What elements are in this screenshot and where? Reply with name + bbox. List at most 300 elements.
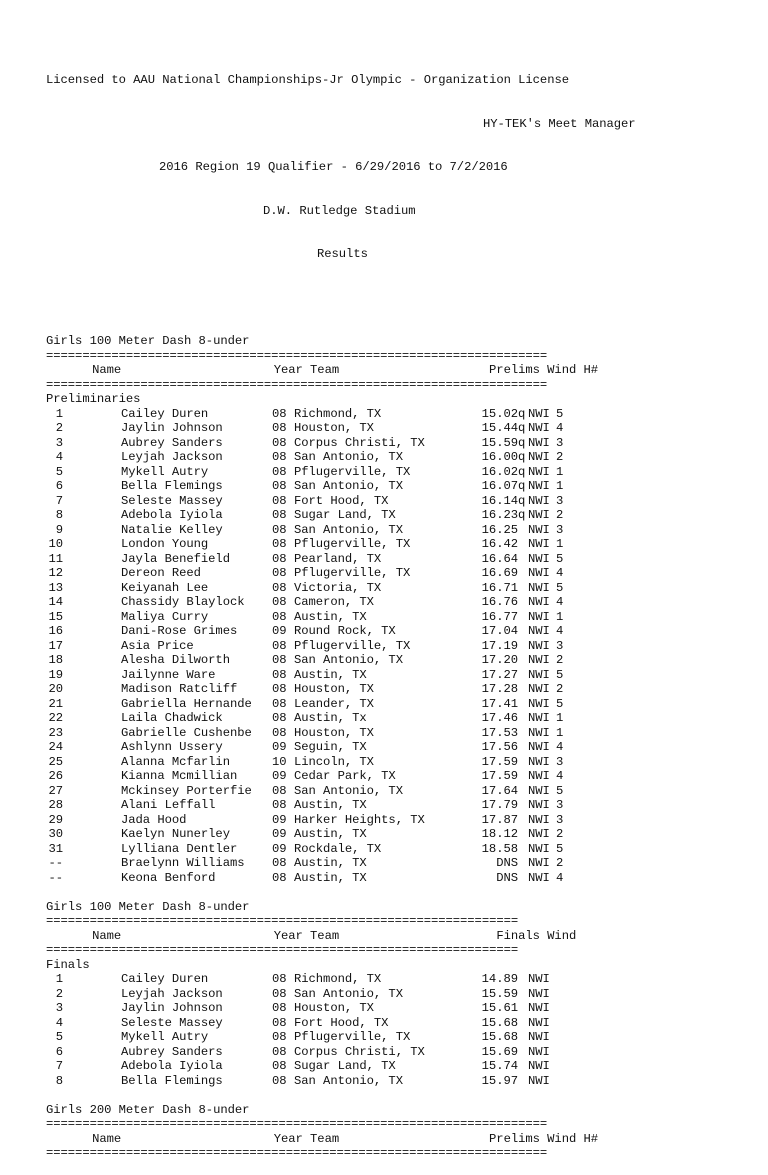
place: 21	[48, 696, 63, 711]
result-row	[46, 581, 636, 596]
year: 08	[272, 667, 287, 682]
team: Cameron, TX	[294, 595, 374, 609]
result-row	[46, 624, 636, 639]
spacer	[63, 1132, 92, 1147]
wind: NWI	[528, 667, 550, 682]
place: 7	[55, 1059, 63, 1073]
athlete-name: Bella Flemings	[121, 479, 223, 493]
place: 29	[48, 812, 63, 827]
wind: NWI	[528, 696, 550, 711]
athlete-name: Kianna Mcmillian	[121, 769, 238, 783]
mark: 17.56	[481, 740, 518, 754]
place: 31	[48, 841, 63, 856]
year: 08	[272, 435, 287, 450]
team: Victoria, TX	[294, 580, 382, 595]
wind: NWI	[528, 1073, 550, 1088]
athlete-name: Jada Hood	[121, 812, 187, 827]
athlete-name: Aubrey Sanders	[121, 435, 223, 450]
mark: 15.97	[481, 1073, 518, 1088]
year: 08	[272, 450, 287, 464]
heat: 1	[556, 464, 564, 479]
place: 3	[55, 1001, 63, 1015]
mark: 17.59	[481, 769, 518, 783]
column-header	[46, 363, 636, 378]
team: Pearland, TX	[294, 551, 382, 566]
team: Austin, TX	[294, 609, 367, 624]
mark: 16.23	[481, 508, 518, 522]
spacer	[46, 291, 636, 306]
team: Fort Hood, TX	[294, 1015, 389, 1030]
heat: 4	[556, 870, 564, 885]
col-mark-header: Prelims	[489, 363, 540, 377]
section-label: Preliminaries	[46, 392, 141, 406]
heat: 3	[556, 638, 564, 653]
qualifier: q	[518, 435, 526, 450]
qualifier: q	[518, 493, 526, 508]
team: San Antonio, TX	[294, 479, 403, 493]
heat: 3	[556, 812, 564, 827]
year: 09	[272, 812, 287, 827]
header-rule: =====================================================================	[46, 348, 548, 363]
spacer	[63, 363, 92, 378]
place: 17	[48, 638, 63, 653]
spacer	[63, 929, 92, 944]
mark: 17.19	[481, 638, 518, 653]
result-row	[46, 755, 636, 770]
team: Austin, TX	[294, 827, 367, 841]
athlete-name: Maliya Curry	[121, 609, 209, 624]
year: 08	[272, 653, 287, 667]
place: 11	[48, 551, 63, 566]
mark: 16.69	[481, 566, 518, 580]
heat: 4	[556, 740, 564, 754]
mark: 16.64	[481, 551, 518, 566]
athlete-name: Mykell Autry	[121, 1030, 209, 1044]
results-heading: Results	[317, 247, 368, 261]
heat: 5	[556, 696, 564, 711]
wind: NWI	[528, 754, 550, 769]
year: 08	[272, 986, 287, 1001]
mark: 16.00	[481, 450, 518, 464]
col-year-header: Year	[273, 928, 311, 943]
wind: NWI	[528, 580, 550, 595]
athlete-name: Cailey Duren	[121, 406, 209, 421]
team: Leander, TX	[294, 696, 374, 711]
year: 08	[272, 479, 287, 493]
year: 08	[272, 972, 287, 986]
athlete-name: Adebola Iyiola	[121, 508, 223, 522]
result-row	[46, 798, 636, 813]
qualifier: q	[518, 508, 526, 522]
mark: 15.59	[481, 435, 518, 450]
wind: NWI	[528, 841, 550, 856]
team: Seguin, TX	[294, 740, 367, 754]
wind: NWI	[528, 421, 550, 435]
wind: NWI	[528, 566, 550, 580]
wind: NWI	[528, 856, 550, 870]
place: 25	[48, 754, 63, 769]
wind: NWI	[528, 479, 550, 493]
wind: NWI	[528, 1015, 550, 1030]
athlete-name: Dani-Rose Grimes	[121, 624, 238, 638]
wind: NWI	[528, 551, 550, 566]
team: Cedar Park, TX	[294, 769, 396, 783]
mark: 18.58	[481, 841, 518, 856]
heat: 4	[556, 595, 564, 609]
athlete-name: Gabrielle Cushenbe	[121, 725, 252, 740]
heat: 1	[556, 479, 564, 493]
mark: 15.69	[481, 1044, 518, 1059]
place: 7	[55, 493, 63, 508]
athlete-name: Adebola Iyiola	[121, 1059, 223, 1073]
team: Lincoln, TX	[294, 754, 374, 769]
mark: 17.41	[481, 696, 518, 711]
mark: 17.79	[481, 798, 518, 812]
heat: 3	[556, 493, 564, 508]
result-row	[46, 566, 636, 581]
place: 18	[48, 653, 63, 667]
mark: 17.87	[481, 812, 518, 827]
wind: NWI	[528, 783, 550, 798]
result-row	[46, 610, 636, 625]
result-row	[46, 1045, 636, 1060]
result-row	[46, 697, 636, 712]
place: 6	[55, 1044, 63, 1059]
team: Corpus Christi, TX	[294, 1044, 425, 1059]
heat: 2	[556, 856, 564, 870]
wind: NWI	[528, 624, 550, 638]
wind: NWI	[528, 638, 550, 653]
athlete-name: Alanna Mcfarlin	[121, 754, 230, 769]
team: Rockdale, TX	[294, 841, 382, 856]
result-row	[46, 784, 636, 799]
mark: 15.74	[481, 1059, 518, 1073]
year: 08	[272, 1073, 287, 1088]
year: 09	[272, 841, 287, 856]
result-row	[46, 653, 636, 668]
year: 08	[272, 1030, 287, 1044]
year: 09	[272, 769, 287, 783]
team: Pflugerville, TX	[294, 638, 411, 653]
result-row	[46, 508, 636, 523]
qualifier: q	[518, 464, 526, 479]
team: Houston, TX	[294, 682, 374, 696]
place: 8	[55, 508, 63, 522]
mark: 17.04	[481, 624, 518, 638]
header-rule: =================================================================	[46, 943, 519, 957]
col-team-header: Team	[310, 1131, 340, 1146]
place: 6	[55, 479, 63, 493]
heat: 2	[556, 508, 564, 522]
team: Houston, TX	[294, 725, 374, 740]
team: Fort Hood, TX	[294, 493, 389, 508]
year: 08	[272, 725, 287, 740]
place: 27	[48, 783, 63, 798]
athlete-name: Keiyanah Lee	[121, 580, 209, 595]
place: 2	[55, 986, 63, 1001]
header-rule: =====================================================================	[46, 1146, 548, 1160]
result-row	[46, 1001, 636, 1016]
year: 08	[272, 421, 287, 435]
wind: NWI	[528, 725, 550, 740]
year: 08	[272, 638, 287, 653]
heat: 2	[556, 682, 564, 696]
header-rule: =====================================================================	[46, 1117, 548, 1131]
team: San Antonio, TX	[294, 653, 403, 667]
heat: 4	[556, 769, 564, 783]
wind: NWI	[528, 609, 550, 624]
place: 14	[48, 595, 63, 609]
team: Richmond, TX	[294, 972, 382, 986]
place: 28	[48, 798, 63, 812]
year: 08	[272, 406, 287, 421]
wind: NWI	[528, 711, 550, 725]
heat: 3	[556, 522, 564, 537]
event-title: Girls 100 Meter Dash 8-under	[46, 899, 250, 914]
wind: NWI	[528, 406, 550, 421]
wind: NWI	[528, 986, 550, 1001]
mark: 15.59	[481, 986, 518, 1001]
mark: 15.68	[481, 1015, 518, 1030]
place: --	[48, 856, 63, 870]
year: 08	[272, 1059, 287, 1073]
qualifier: q	[518, 450, 526, 464]
place: 4	[55, 450, 63, 464]
team: Sugar Land, TX	[294, 1059, 396, 1073]
place: 26	[48, 769, 63, 783]
team: San Antonio, TX	[294, 522, 403, 537]
year: 08	[272, 493, 287, 508]
year: 08	[272, 870, 287, 885]
team: Austin, Tx	[294, 711, 367, 725]
result-row	[46, 465, 636, 480]
result-row	[46, 1016, 636, 1031]
year: 10	[272, 754, 287, 769]
place: 20	[48, 682, 63, 696]
athlete-name: Braelynn Williams	[121, 856, 245, 870]
spacer	[46, 885, 636, 900]
team: Corpus Christi, TX	[294, 435, 425, 450]
mark: 16.07	[481, 479, 518, 493]
team: Richmond, TX	[294, 406, 382, 421]
wind: NWI	[528, 1044, 550, 1059]
year: 08	[272, 798, 287, 812]
team: Pflugerville, TX	[294, 566, 411, 580]
mark: 16.77	[481, 609, 518, 624]
header-rule: =================================================================	[46, 914, 519, 928]
athlete-name: Jayla Benefield	[121, 551, 230, 566]
result-row	[46, 494, 636, 509]
year: 08	[272, 580, 287, 595]
wind: NWI	[528, 450, 550, 464]
result-row	[46, 479, 636, 494]
wind: NWI	[528, 740, 550, 754]
mark: DNS	[496, 856, 518, 870]
team: Harker Heights, TX	[294, 812, 425, 827]
athlete-name: Asia Price	[121, 638, 194, 653]
col-wind-header: Wind H#	[539, 1131, 599, 1146]
heat: 4	[556, 624, 564, 638]
qualifier: q	[518, 421, 526, 435]
heat: 2	[556, 450, 564, 464]
place: 15	[48, 609, 63, 624]
heat: 3	[556, 798, 564, 812]
result-row	[46, 827, 636, 842]
team: Pflugerville, TX	[294, 464, 411, 479]
col-name-header: Name	[92, 1131, 122, 1146]
result-row	[46, 421, 636, 436]
wind: NWI	[528, 1059, 550, 1073]
wind: NWI	[528, 798, 550, 812]
heat: 5	[556, 551, 564, 566]
mark: 16.14	[481, 493, 518, 508]
heat: 4	[556, 421, 564, 435]
year: 08	[272, 595, 287, 609]
col-year-header: Year	[273, 1131, 311, 1146]
event-title: Girls 200 Meter Dash 8-under	[46, 1102, 250, 1117]
athlete-name: Chassidy Blaylock	[121, 595, 245, 609]
heat: 5	[556, 580, 564, 595]
spacer	[46, 1088, 636, 1103]
result-row	[46, 523, 636, 538]
mark: 15.61	[481, 1001, 518, 1015]
place: 4	[55, 1015, 63, 1030]
year: 08	[272, 609, 287, 624]
mark: 17.53	[481, 725, 518, 740]
team: Austin, TX	[294, 667, 367, 682]
license-line: Licensed to AAU National Championships-Jr Olympic - Organization License	[46, 73, 569, 87]
place: 1	[55, 406, 63, 421]
athlete-name: Alani Leffall	[121, 798, 216, 812]
year: 08	[272, 464, 287, 479]
team: San Antonio, TX	[294, 986, 403, 1001]
col-mark-header: Prelims	[489, 1131, 540, 1146]
athlete-name: Mykell Autry	[121, 464, 209, 479]
mark: 14.89	[481, 972, 518, 986]
heat: 1	[556, 725, 564, 740]
result-row	[46, 972, 636, 987]
mark: 16.71	[481, 580, 518, 595]
heat: 5	[556, 783, 564, 798]
athlete-name: Lylliana Dentler	[121, 841, 238, 856]
col-wind-header: Wind H#	[539, 363, 599, 377]
heat: 4	[556, 566, 564, 580]
result-row	[46, 1059, 636, 1074]
col-wind-header: Wind	[539, 928, 577, 943]
team: Austin, TX	[294, 870, 367, 885]
year: 08	[272, 537, 287, 551]
wind: NWI	[528, 1001, 550, 1015]
mark: 16.02	[481, 464, 518, 479]
athlete-name: Aubrey Sanders	[121, 1044, 223, 1059]
result-row	[46, 769, 636, 784]
team: San Antonio, TX	[294, 450, 403, 464]
athlete-name: Cailey Duren	[121, 972, 209, 986]
team: San Antonio, TX	[294, 1073, 403, 1088]
athlete-name: Gabriella Hernande	[121, 696, 252, 711]
year: 08	[272, 566, 287, 580]
year: 08	[272, 1015, 287, 1030]
team: Pflugerville, TX	[294, 1030, 411, 1044]
athlete-name: Jaylin Johnson	[121, 1001, 223, 1015]
heat: 5	[556, 406, 564, 421]
athlete-name: Alesha Dilworth	[121, 653, 230, 667]
mark: 17.28	[481, 682, 518, 696]
heat: 5	[556, 667, 564, 682]
wind: NWI	[528, 464, 550, 479]
wind: NWI	[528, 493, 550, 508]
year: 08	[272, 856, 287, 870]
athlete-name: Seleste Massey	[121, 1015, 223, 1030]
athlete-name: London Young	[121, 537, 209, 551]
mark: 15.68	[481, 1030, 518, 1044]
mark: DNS	[496, 870, 518, 885]
year: 09	[272, 827, 287, 841]
wind: NWI	[528, 435, 550, 450]
athlete-name: Leyjah Jackson	[121, 450, 223, 464]
athlete-name: Madison Ratcliff	[121, 682, 238, 696]
athlete-name: Jailynne Ware	[121, 667, 216, 682]
result-row	[46, 537, 636, 552]
heat: 5	[556, 841, 564, 856]
result-row	[46, 436, 636, 451]
mark: 17.64	[481, 783, 518, 798]
year: 09	[272, 740, 287, 754]
athlete-name: Keona Benford	[121, 870, 216, 885]
software-line: HY-TEK's Meet Manager	[483, 116, 636, 131]
place: 2	[55, 421, 63, 435]
year: 08	[272, 783, 287, 798]
mark: 16.25	[481, 522, 518, 537]
result-row	[46, 871, 636, 886]
team: Austin, TX	[294, 798, 367, 812]
place: 30	[48, 827, 63, 841]
col-year-header: Year	[273, 363, 311, 377]
result-row	[46, 711, 636, 726]
athlete-name: Mckinsey Porterfie	[121, 783, 252, 798]
wind: NWI	[528, 827, 550, 841]
col-name-header: Name	[92, 363, 122, 377]
col-name-header: Name	[92, 928, 122, 943]
result-row	[46, 450, 636, 465]
qualifier: q	[518, 479, 526, 493]
section-label: Finals	[46, 957, 90, 972]
year: 08	[272, 682, 287, 696]
year: 08	[272, 551, 287, 566]
year: 08	[272, 522, 287, 537]
col-team-header: Team	[310, 363, 340, 377]
wind: NWI	[528, 769, 550, 783]
wind: NWI	[528, 870, 550, 885]
place: 13	[48, 580, 63, 595]
place: 5	[55, 464, 63, 479]
results-document	[46, 44, 636, 1175]
athlete-name: Leyjah Jackson	[121, 986, 223, 1001]
venue-line: D.W. Rutledge Stadium	[263, 203, 416, 218]
year: 08	[272, 1001, 287, 1015]
wind: NWI	[528, 812, 550, 827]
wind: NWI	[528, 682, 550, 696]
heat: 1	[556, 711, 564, 725]
meet-title: 2016 Region 19 Qualifier - 6/29/2016 to 7/2/2016	[159, 160, 508, 174]
team: Houston, TX	[294, 421, 374, 435]
result-row	[46, 407, 636, 422]
result-row	[46, 726, 636, 741]
team: Houston, TX	[294, 1001, 374, 1015]
result-row	[46, 1030, 636, 1045]
result-row	[46, 552, 636, 567]
athlete-name: Dereon Reed	[121, 566, 201, 580]
